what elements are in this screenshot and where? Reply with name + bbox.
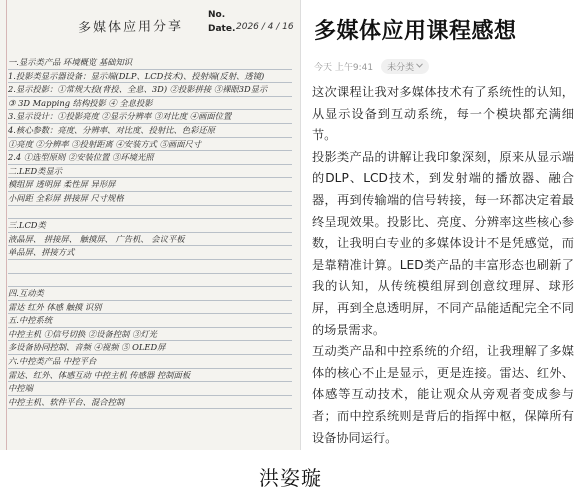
notebook-line: 2.4 ①选型原则 ②安装位置 ③环境光照 [8,151,292,165]
notebook-line: 五.中控系统 [8,314,292,328]
notebook-line: 多设备协同控制、音频 ④视频 ⑤ OLED屏 [8,341,292,355]
notebook-line [8,274,292,288]
note-paragraph: 互动类产品和中控系统的介绍，让我理解了多媒体的核心不止是显示，更是连接。雷达、红外、体感等互动技术，能让观众从旁观者变成参与者；而中控系统则是背后的指挥中枢，保障所有设备协同运行。 [312,344,574,445]
chevron-down-icon [416,61,423,71]
notebook-line: 1.投影类显示器设备：显示端(DLP、LCD技术)、投射端(反射、透镜) [8,70,292,84]
notebook-line: 4.核心参数：亮度、分辨率、对比度、投射比、色彩还原 [8,124,292,138]
note-body [312,82,574,449]
notebook-no-label: No. [208,10,226,20]
notebook-margin-line [6,0,7,450]
notebook-line: 二.LED类显示 [8,165,292,179]
note-app-screenshot [302,0,581,450]
notebook-date-label: Date. [208,24,236,34]
notebook-line: 雷达、红外、体感互动 中控主机 传感器 控制面板 [8,369,292,383]
notebook-line: 三.LCD类 [8,219,292,233]
notebook-line: 2.显示投影：①常规大投(背投、全息、3D) ②投影拼接 ③裸眼3D显示 [8,83,292,97]
handwritten-notebook-photo [0,0,301,450]
notebook-title: 多媒体应用分享 [77,19,184,36]
notebook-line: 四.互动类 [8,287,292,301]
note-title: 多媒体应用课程感想 [314,19,517,44]
notebook-line [8,260,292,274]
note-time: 今天 上午9:41 [314,62,374,73]
notebook-line: 中控主机、软件平台、混合控制 [8,396,292,410]
author-caption: 洪姿璇 [259,466,322,490]
note-paragraph: 这次课程让我对多媒体技术有了系统性的认知，从显示设备到互动系统，每一个模块都充满细节。 [312,85,574,143]
notebook-date-value: 2026 / 4 / 16 [236,22,294,32]
notebook-line: 3.显示设计：①投影亮度 ②显示分辨率 ③对比度 ④画面位置 [8,110,292,124]
notebook-line: 模组屏 透明屏 柔性屏 异形屏 [8,178,292,192]
notebook-line: 单品屏、拼接方式 [8,246,292,260]
notebook-line [8,206,292,220]
notebook-line: 小间距 全彩屏 拼接屏 尺寸规格 [8,192,292,206]
notebook-header [0,6,300,50]
notebook-line: ①亮度 ②分辨率 ③投射距离 ④安装方式 ⑤画面尺寸 [8,138,292,152]
category-label: 未分类 [387,62,415,73]
notebook-line: 一.显示类产品 环境概览 基础知识 [8,56,292,70]
note-meta [314,58,429,74]
notebook-line: 液晶屏、 拼接屏、 触摸屏、 广告机、 会议平板 [8,233,292,247]
notebook-line: 中控端 [8,382,292,396]
category-dropdown[interactable] [381,59,429,74]
notebook-line: ③ 3D Mapping 结构投影 ④ 全息投影 [8,97,292,111]
notebook-line: 六.中控类产品 中控平台 [8,355,292,369]
note-paragraph: 投影类产品的讲解让我印象深刻，原来从显示端的DLP、LCD技术，到发射端的播放器、融合器，再到传输端的信号转接，每一环都决定着最终呈现效果。投影比、亮度、分辨率这些核心参数，让我明白专业的多媒体设计不是凭感觉，而是靠精准计算。LED类产品的丰富形态也刷新了我的认知，从传统模组屏到创意纹理屏、球形屏，再到全息透明屏，不同产品能适配完全不同的场景需求。 [312,149,574,337]
notebook-lines [8,56,292,409]
notebook-line: 雷达 红外 体感 触摸 识别 [8,301,292,315]
notebook-line: 中控主机 ①信号切换 ②设备控制 ③灯光 [8,328,292,342]
